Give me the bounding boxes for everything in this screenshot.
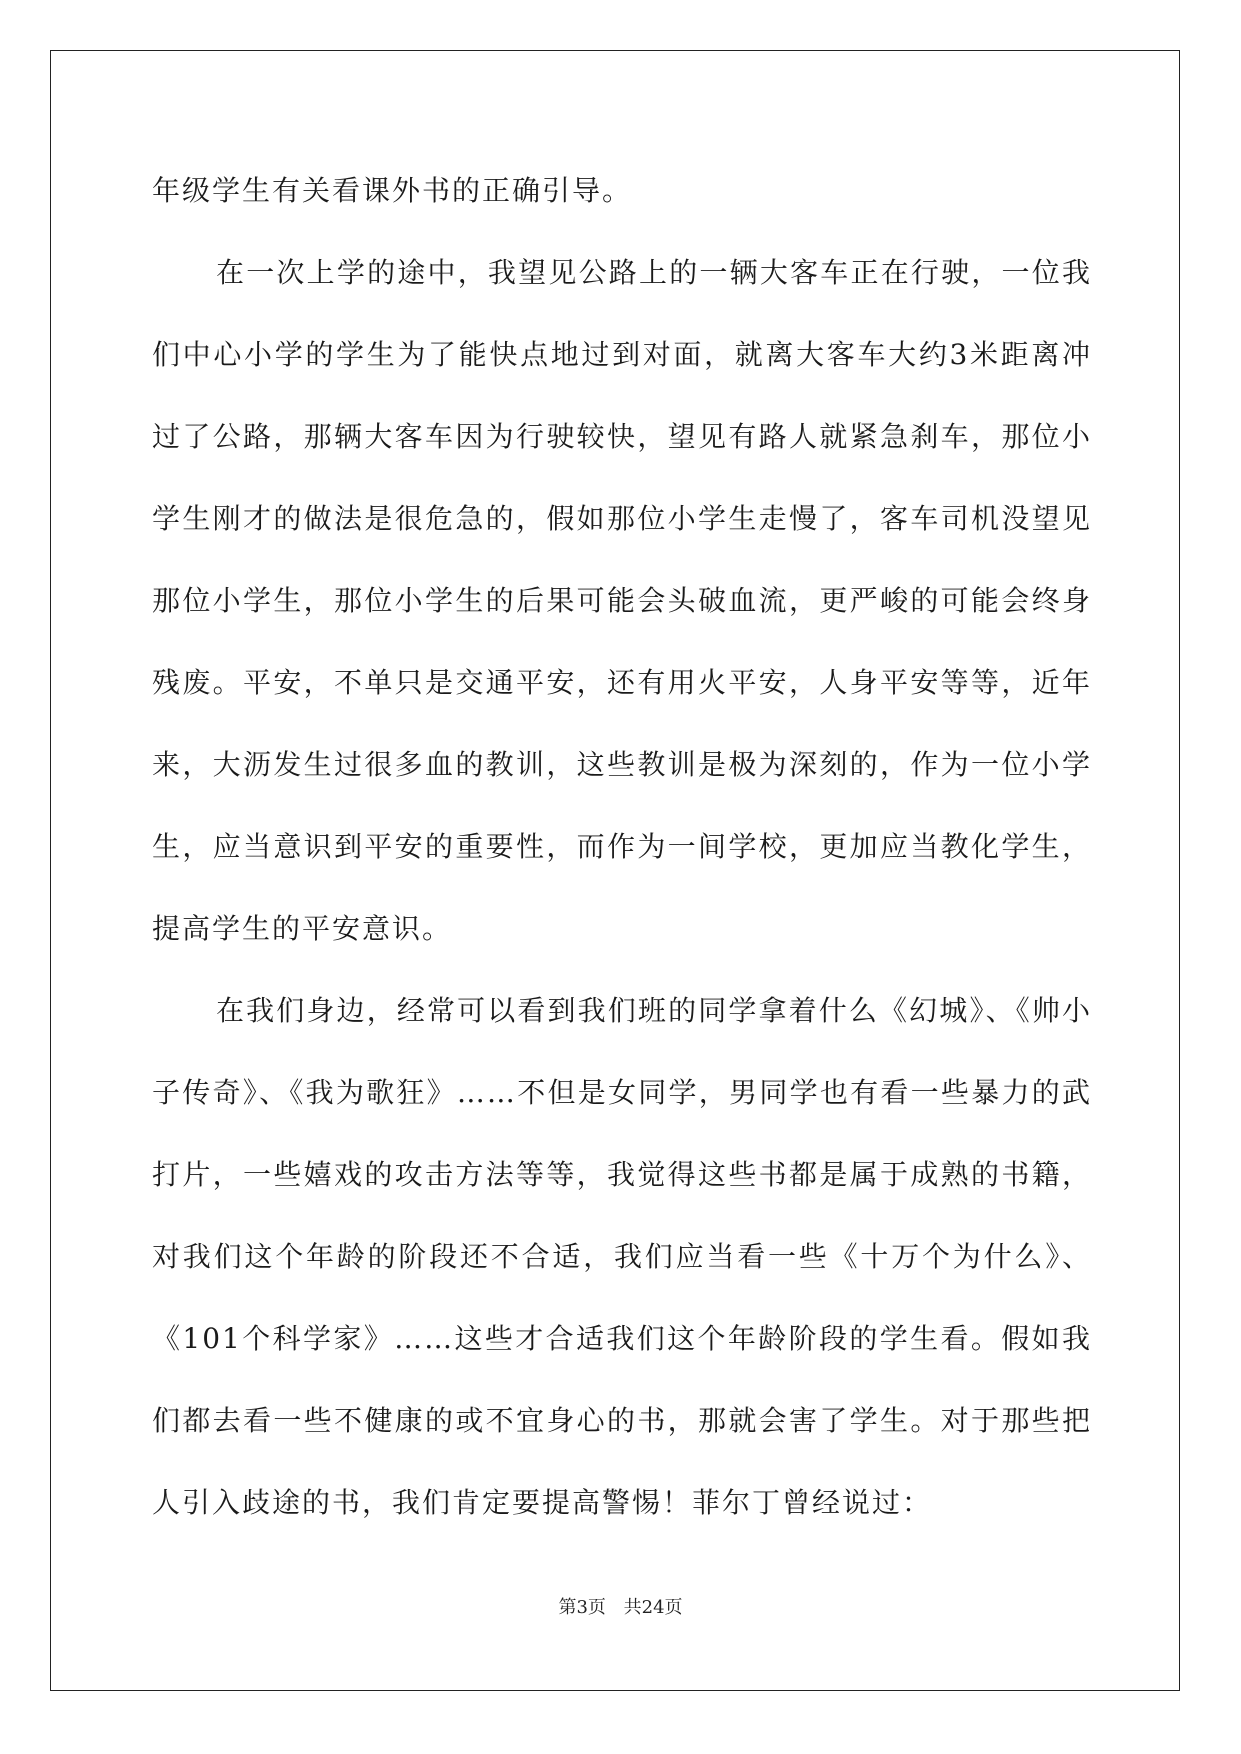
paragraph-2: 在一次上学的途中，我望见公路上的一辆大客车正在行驶，一位我们中心小学的学生为了能快点地过到对面，就离大客车大约3米距离冲过了公路，那辆大客车因为行驶较快，望见有路人就紧急刹车，那位小学生刚才的做法是很危急的，假如那位小学生走慢了，客车司机没望见那位小学生，那位小学生的后果可能会头破血流，更严峻的可能会终身残废。平安，不单只是交通平安，还有用火平安，人身平安等等，近年来，大沥发生过很多血的教训，这些教训是极为深刻的，作为一位小学生，应当意识到平安的重要性，而作为一间学校，更加应当教化学生，提高学生的平安意识。 [152,256,1092,945]
page-number: 第3页 [558,1597,606,1618]
page-footer [0,1593,1241,1619]
paragraph-1: 年级学生有关看课外书的正确引导。 [152,174,633,207]
document-body [152,150,1092,1544]
page-total: 共24页 [623,1597,683,1618]
paragraph-3: 在我们身边，经常可以看到我们班的同学拿着什么《幻城》、《帅小子传奇》、《我为歌狂》……不但是女同学，男同学也有看一些暴力的武打片，一些嬉戏的攻击方法等等，我觉得这些书都是属于成熟的书籍，对我们这个年龄的阶段还不合适，我们应当看一些《十万个为什么》、《101个科学家》……这些才合适我们这个年龄阶段的学生看。假如我们都去看一些不健康的或不宜身心的书，那就会害了学生。对于那些把人引入歧途的书，我们肯定要提高警惕！菲尔丁曾经说过： [152,994,1092,1519]
